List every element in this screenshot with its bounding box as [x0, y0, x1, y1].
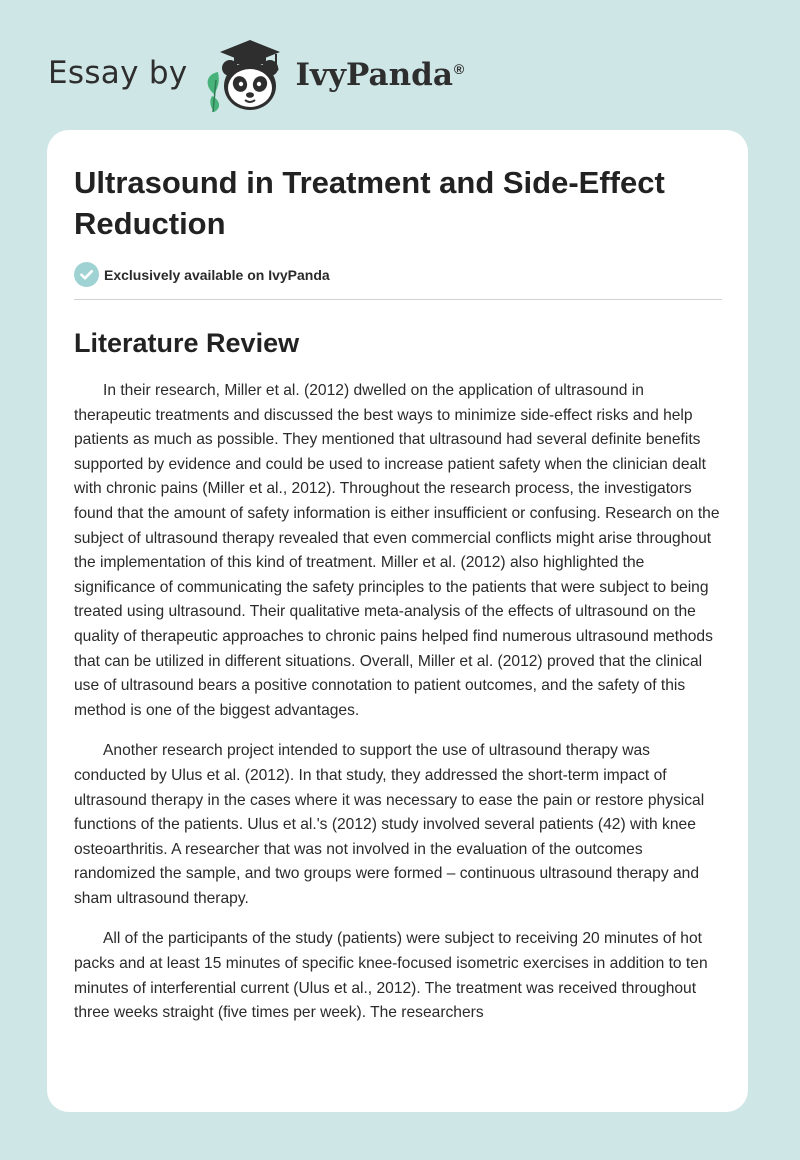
check-circle-icon [74, 262, 99, 287]
registered-mark: ® [453, 60, 465, 77]
brand-name [296, 57, 465, 93]
brand-prefix: Essay by [48, 55, 188, 91]
page-title: Ultrasound in Treatment and Side-Effect Reduction [74, 165, 665, 241]
paragraph-3: All of the participants of the study (patients) were subject to receiving 20 minutes of hot packs and at least 15 minutes of specific knee-focused isometric exercises in addition to ten minutes of interferential current (Ulus et al., 2012). The treatment was received throughout three weeks straight (five times per week). The researchers [74, 930, 708, 1022]
brand-name-text: IvyPanda [295, 57, 453, 93]
section-heading: Literature Review [74, 328, 300, 358]
divider [74, 299, 722, 300]
essay-content [74, 130, 724, 1026]
site-header-brand[interactable] [48, 34, 464, 114]
paragraph-1: In their research, Miller et al. (2012) dwelled on the application of ultrasound in therapeutic treatments and discussed the best ways to minimize side-effect risks and help patients as much as possible. They mentioned that ultrasound had several definite benefits supported by evidence and could be used to increase patient safety when the clinician dealt with chronic pains (Miller et al., 2012). Throughout the research process, the investigators found that the amount of safety information is either insufficient or confusing. Research on the subject of ultrasound therapy revealed that even commercial conflicts might arise throughout the implementation of this kind of treatment. Miller et al. (2012) also highlighted the significance of communicating the safety principles to the patients that were subject to being treated using ultrasound. Their qualitative meta-analysis of the effects of ultrasound on the quality of therapeutic approaches to chronic pains helped find numerous ultrasound methods that can be utilized in different situations. Overall, Miller et al. (2012) proved that the clinical use of ultrasound bears a positive connotation to patient outcomes, and the safety of this method is one of the biggest advantages. [74, 382, 720, 719]
check-icon [74, 262, 99, 287]
essay-card [47, 130, 748, 1112]
exclusive-label: Exclusively available on IvyPanda [104, 266, 330, 283]
panda-graduation-cap-logo-icon [200, 34, 292, 114]
exclusive-badge [74, 262, 724, 287]
paragraph-2: Another research project intended to support the use of ultrasound therapy was conducted by Ulus et al. (2012). In that study, they addressed the short-term impact of ultrasound therapy in the cases where it was necessary to ease the pain or restore physical functions of the patients. Ulus et al.'s (2012) study involved several patients (42) with knee osteoarthritis. A researcher that was not involved in the evaluation of the outcomes randomized the sample, and two groups were formed – continuous ultrasound therapy and sham ultrasound therapy. [74, 742, 705, 907]
